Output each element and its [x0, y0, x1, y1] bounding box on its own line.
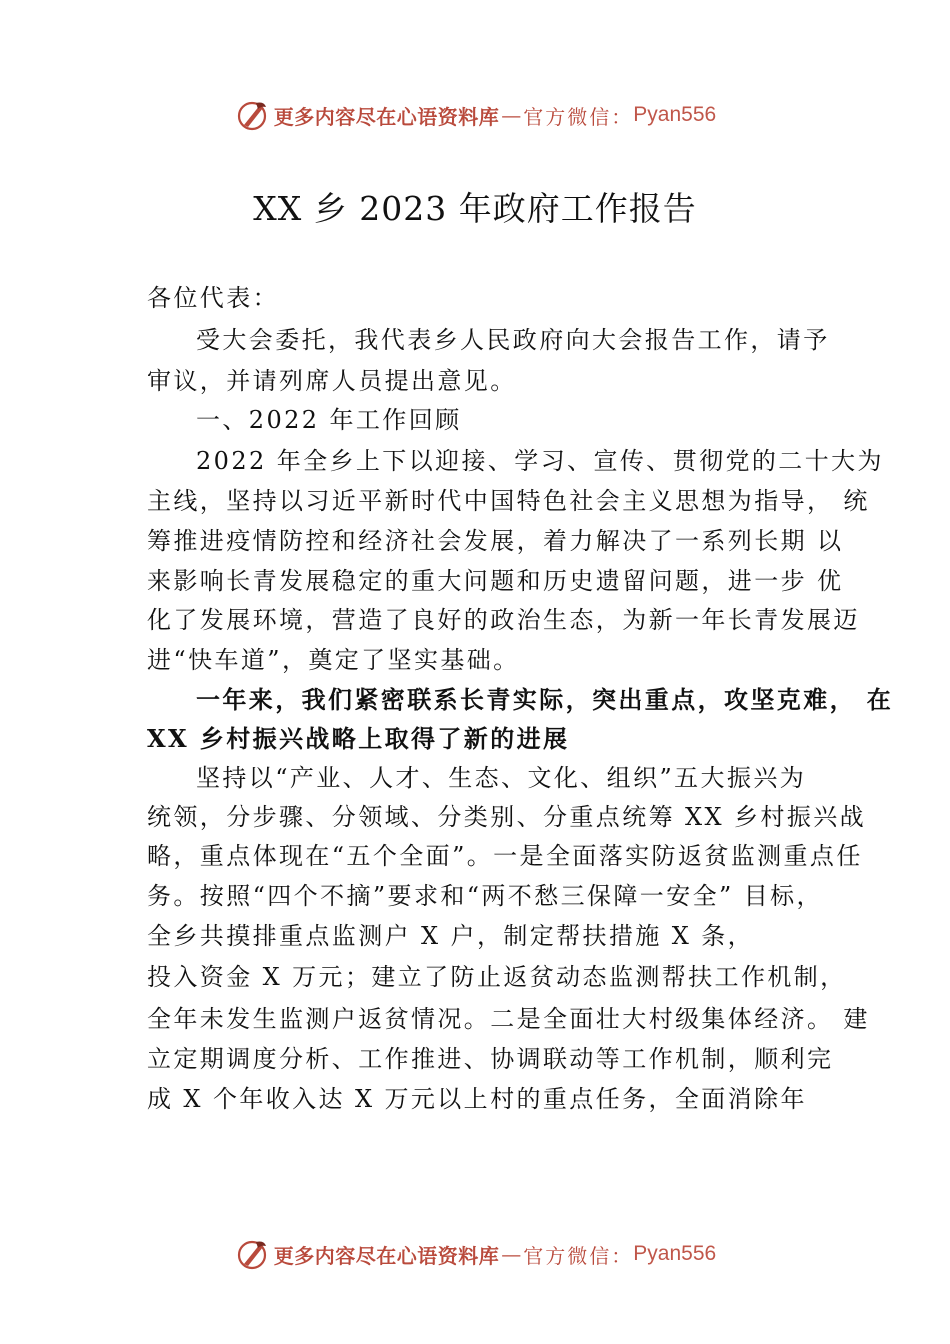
watermark-footer: [0, 1234, 950, 1274]
watermark-wechat-label: 官方微信：: [523, 104, 634, 129]
body-line: 投入资金 X 万元；建立了防止返贫动态监测帮扶工作机制，: [147, 963, 847, 991]
body-line: 略，重点体现在“五个全面”。一是全面落实防返贫监测重点任: [147, 842, 863, 870]
watermark-wechat-label: 官方微信：: [523, 1243, 634, 1268]
body-line: 统领，分步骤、分领域、分类别、分重点统筹 XX 乡村振兴战: [147, 803, 867, 831]
body-line: 来影响长青发展稳定的重大问题和历史遗留问题，进一步 优: [147, 567, 844, 595]
body-line: 审议，并请列席人员提出意见。: [147, 367, 517, 395]
body-line: 成 X 个年收入达 X 万元以上村的重点任务，全面消除年: [147, 1085, 807, 1113]
watermark-text: 更多内容尽在心语资料库: [273, 1243, 500, 1268]
salutation: 各位代表：: [147, 284, 279, 312]
body-line: 进“快车道”，奠定了坚实基础。: [147, 646, 520, 674]
body-line: 全年未发生监测户返贫情况。二是全面壮大村级集体经济。 建: [147, 1005, 870, 1033]
body-line: 全乡共摸排重点监测户 X 户，制定帮扶措施 X 条，: [147, 922, 755, 950]
watermark-wechat-id: Pyan556: [633, 1242, 717, 1265]
body-line: 坚持以“产业、人才、生态、文化、组织”五大振兴为: [196, 764, 807, 792]
body-line: 受大会委托，我代表乡人民政府向大会报告工作，请予: [196, 326, 830, 354]
section-heading: 一、2022 年工作回顾: [196, 406, 462, 434]
pen-quill-logo-icon: [234, 97, 270, 133]
watermark-header: [0, 95, 950, 135]
bold-subheading: XX 乡村振兴战略上取得了新的进展: [147, 724, 570, 753]
bold-subheading: 一年来，我们紧密联系长青实际，突出重点，攻坚克难， 在: [196, 685, 894, 714]
body-line: 立定期调度分析、工作推进、协调联动等工作机制，顺利完: [147, 1045, 834, 1073]
body-line: 化了发展环境，营造了良好的政治生态，为新一年长青发展迈: [147, 606, 860, 634]
pen-quill-logo-icon: [234, 1236, 270, 1272]
document-title: XX 乡 2023 年政府工作报告: [253, 189, 697, 228]
watermark-separator: —: [501, 103, 522, 127]
body-line: 筹推进疫情防控和经济社会发展，着力解决了一系列长期 以: [147, 527, 844, 555]
watermark-text: 更多内容尽在心语资料库: [273, 104, 500, 129]
body-line: 2022 年全乡上下以迎接、学习、宣传、贯彻党的二十大为: [196, 447, 884, 475]
body-line: 主线，坚持以习近平新时代中国特色社会主义思想为指导， 统: [147, 487, 870, 515]
watermark-separator: —: [501, 1242, 522, 1266]
body-line: 务。按照“四个不摘”要求和“两不愁三保障一安全” 目标，: [147, 882, 823, 910]
watermark-wechat-id: Pyan556: [633, 103, 717, 126]
